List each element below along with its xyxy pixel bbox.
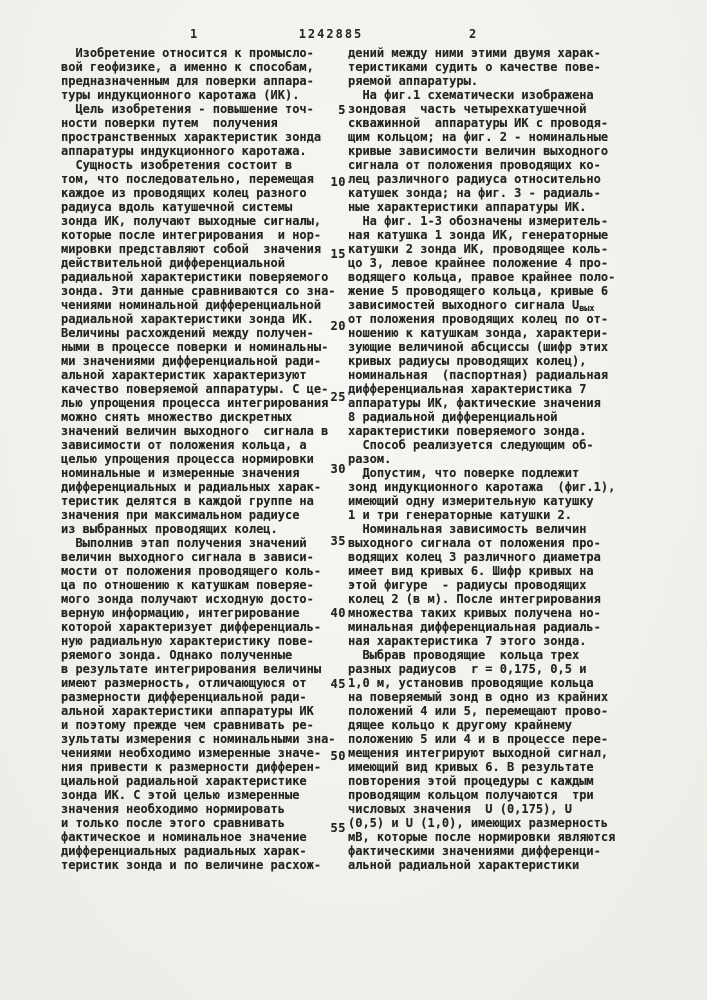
text-line: колец 2 (в м). После интегрирования xyxy=(348,592,601,606)
text-line: зонда ИК. С этой целью измеренные xyxy=(61,788,300,802)
text-line: альной характеристики аппаратуры ИК xyxy=(61,704,314,718)
text-line: фактическими значениями дифференци- xyxy=(348,844,601,858)
gutter-line-number: 45 xyxy=(330,677,346,692)
text-line: зондовая часть четырехкатушечной xyxy=(348,102,587,116)
text-line: На фиг. 1-3 обозначены измеритель- xyxy=(348,214,609,228)
text-line: имеющий одну измерительную катушку xyxy=(348,494,594,508)
text-line: числовых значения U (0,175), U xyxy=(348,802,572,816)
text-line: этой фигуре - радиусы проводящих xyxy=(348,578,587,592)
text-line: чениями необходимо измеренные значе- xyxy=(61,746,322,760)
text-line: Номинальная зависимость величин xyxy=(348,522,587,536)
text-line: ные характеристики аппаратуры ИК. xyxy=(348,200,587,214)
text-line: на поверяемый зонд в одно из крайних xyxy=(348,690,609,704)
text-line: зонд индукционного каротажа (фиг.1), xyxy=(348,480,616,494)
text-line: аппаратуры индукционного каротажа. xyxy=(61,144,307,158)
text-line: том, что последовательно, перемещая xyxy=(61,172,314,186)
text-line: значений величин выходного сигнала в xyxy=(61,424,329,438)
text-line: от положения проводящих колец по от- xyxy=(348,312,609,326)
text-line: катушки 2 зонда ИК, проводящее коль- xyxy=(348,242,609,256)
text-line: скважинной аппаратуры ИК с проводя- xyxy=(348,116,609,130)
text-line: альной радиальной характеристики xyxy=(348,858,580,872)
text-line: ми значениями дифференциальной ради- xyxy=(61,354,322,368)
text-segment: зависимостей выходного сигнала U xyxy=(348,298,580,312)
text-line: ния привести к размерности дифферен- xyxy=(61,760,322,774)
text-line: зующие величиной абсциссы (шифр этих xyxy=(348,340,609,354)
gutter-line-number: 50 xyxy=(330,749,346,764)
text-line: дифференциальных и радиальных харак- xyxy=(61,480,322,494)
text-line: зультаты измерения с номинальными зна- xyxy=(61,732,336,746)
text-line: Выбрав проводящие кольца трех xyxy=(348,648,580,662)
subscript-text: вых xyxy=(579,304,595,314)
text-line: которые после интегрирования и нор- xyxy=(61,228,322,242)
text-line: радиальной характеристики поверяемого xyxy=(61,270,329,284)
text-line: теристик делятся в каждой группе на xyxy=(61,494,314,508)
text-line: можно снять множество дискретных xyxy=(61,410,293,424)
text-line: теристиками судить о качестве пове- xyxy=(348,60,601,74)
text-line: минальная дифференциальная радиаль- xyxy=(348,620,601,634)
text-line: и поэтому прежде чем сравнивать ре- xyxy=(61,718,314,732)
right-text-column xyxy=(348,46,615,872)
text-line: величин выходного сигнала в зависи- xyxy=(61,550,314,564)
text-line: 1,0 м, установив проводящие кольца xyxy=(348,676,594,690)
gutter-line-number: 35 xyxy=(330,533,346,548)
text-line: мости от положения проводящего коль- xyxy=(61,564,322,578)
gutter-line-number: 5 xyxy=(338,103,346,118)
text-line: фактическое и номинальное значение xyxy=(61,830,307,844)
text-line: кривые зависимости величин выходного xyxy=(348,144,609,158)
text-line: ная катушка 1 зонда ИК, генераторные xyxy=(348,228,609,242)
text-line: цо 3, левое крайнее положение 4 про- xyxy=(348,256,609,270)
text-line: радиуса вдоль катушечной системы xyxy=(61,200,293,214)
gutter-line-number: 30 xyxy=(330,462,346,477)
text-line: мВ, которые после нормировки являются xyxy=(348,830,616,844)
text-line: значения необходимо нормировать xyxy=(61,802,285,816)
text-line: жение 5 проводящего кольца, кривые 6 xyxy=(348,284,609,298)
text-line: имеющий вид кривых 6. В результате xyxy=(348,760,594,774)
text-line: альной характеристик характеризуют xyxy=(61,368,307,382)
text-line: пространственных характеристик зонда xyxy=(61,130,322,144)
text-line: циальной радиальной характеристике xyxy=(61,774,307,788)
text-line: ности поверки путем получения xyxy=(61,116,278,130)
text-line: зонда ИК, получают выходные сигналы, xyxy=(61,214,322,228)
text-line: целью упрощения процесса нормировки xyxy=(61,452,314,466)
text-line: проводящим кольцом получаются три xyxy=(348,788,594,802)
text-line: качество поверяемой аппаратуры. С це- xyxy=(61,382,329,396)
text-line: зависимости от положения кольца, а xyxy=(61,438,307,452)
text-line: разных радиусов r = 0,175, 0,5 и xyxy=(348,662,587,676)
text-line: действительной дифференциальной xyxy=(61,256,285,270)
text-line: ряемого зонда. Однако полученные xyxy=(61,648,293,662)
text-line: в результате интегрирования величины xyxy=(61,662,322,676)
text-line: зонда. Эти данные сравниваются со зна- xyxy=(61,284,336,298)
gutter-line-number: 10 xyxy=(330,175,346,190)
text-line: номинальная (паспортная) радиальная xyxy=(348,368,609,382)
text-line: ряемой аппаратуры. xyxy=(348,74,479,88)
text-line: разом. xyxy=(348,452,392,466)
text-line: Величины расхождений между получен- xyxy=(61,326,314,340)
text-line: мировки представляют собой значения xyxy=(61,242,322,256)
text-line: из выбранных проводящих колец. xyxy=(61,522,278,536)
text-line: дифференциальная характеристика 7 xyxy=(348,382,587,396)
text-line: Изобретение относится к промысло- xyxy=(61,46,314,60)
text-line: предназначенным для поверки аппара- xyxy=(61,74,314,88)
text-line: Выполнив этап получения значений xyxy=(61,536,307,550)
text-line: водящего кольца, правое крайнее поло- xyxy=(348,270,616,284)
text-line: каждое из проводящих колец разного xyxy=(61,186,307,200)
text-line: теристик зонда и по величине расхож- xyxy=(61,858,322,872)
text-line: На фиг.1 схематически изображена xyxy=(348,88,594,102)
document-number: 1242885 xyxy=(298,27,364,41)
text-line: лец различного радиуса относительно xyxy=(348,172,601,186)
text-line: туры индукционного каротажа (ИК). xyxy=(61,88,300,102)
left-column-number: 1 xyxy=(190,27,199,41)
text-line: размерности дифференциальной ради- xyxy=(61,690,307,704)
text-line: имеет вид кривых 6. Шифр кривых на xyxy=(348,564,594,578)
text-line: водящих колец 3 различного диаметра xyxy=(348,550,601,564)
left-text-column xyxy=(61,46,336,872)
text-line: выходного сигнала от положения про- xyxy=(348,536,601,550)
text-line: сигнала от положения проводящих ко- xyxy=(348,158,601,172)
text-line: вой геофизике, а именно к способам, xyxy=(61,60,314,74)
text-line: которой характеризует дифференциаль- xyxy=(61,620,322,634)
gutter-line-number: 55 xyxy=(330,820,346,835)
text-line: радиальной характеристики зонда ИК. xyxy=(61,312,314,326)
text-line: номинальные и измеренные значения xyxy=(61,466,300,480)
text-line: чениями номинальной дифференциальной xyxy=(61,298,322,312)
text-line: положению 5 или 4 и в процессе пере- xyxy=(348,732,609,746)
text-line: Допустим, что поверке подлежит xyxy=(348,466,580,480)
text-line: значения при максимальном радиусе xyxy=(61,508,300,522)
text-line: ную радиальную характеристику пове- xyxy=(61,634,314,648)
text-line: 8 радиальной дифференциальной xyxy=(348,410,558,424)
text-line: Сущность изобретения состоит в xyxy=(61,158,293,172)
text-line: аппаратуры ИК, фактические значения xyxy=(348,396,601,410)
text-line: мого зонда получают исходную досто- xyxy=(61,592,314,606)
text-line: верную информацию, интегрирование xyxy=(61,606,300,620)
text-line: Способ реализуется следующим об- xyxy=(348,438,594,452)
text-line: (0,5) и U (1,0), имеющих размерность xyxy=(348,816,609,830)
text-line: положений 4 или 5, перемещают прово- xyxy=(348,704,609,718)
text-line xyxy=(348,298,615,312)
text-line: катушек зонда; на фиг. 3 - радиаль- xyxy=(348,186,601,200)
text-line: дений между ними этими двумя харак- xyxy=(348,46,601,60)
text-line: характеристики поверяемого зонда. xyxy=(348,424,587,438)
text-line: ношению к катушкам зонда, характери- xyxy=(348,326,609,340)
text-line: имеют размерность, отличающуюся от xyxy=(61,676,307,690)
gutter-line-number: 25 xyxy=(330,390,346,405)
gutter-line-number: 15 xyxy=(330,246,346,261)
text-line: Цель изобретения - повышение точ- xyxy=(61,102,314,116)
text-line: ными в процессе поверки и номинальны- xyxy=(61,340,329,354)
text-line: щим кольцом; на фиг. 2 - номинальные xyxy=(348,130,609,144)
text-line: лью упрощения процесса интегрирования xyxy=(61,396,329,410)
right-column-number: 2 xyxy=(469,27,478,41)
text-line: мещения интегрируют выходной сигнал, xyxy=(348,746,609,760)
text-line: повторения этой процедуры с каждым xyxy=(348,774,594,788)
gutter-line-number: 40 xyxy=(330,605,346,620)
gutter-line-number: 20 xyxy=(330,318,346,333)
text-line: кривых радиусы проводящих колец), xyxy=(348,354,587,368)
text-line: множества таких кривых получена но- xyxy=(348,606,601,620)
text-line: и только после этого сравнивать xyxy=(61,816,285,830)
text-line: ная характеристика 7 этого зонда. xyxy=(348,634,587,648)
text-line: дифференциальных радиальных харак- xyxy=(61,844,307,858)
text-line: дящее кольцо к другому крайнему xyxy=(348,718,572,732)
text-line: ца по отношению к катушкам поверяе- xyxy=(61,578,314,592)
page-body xyxy=(0,46,707,976)
text-line: 1 и три генераторные катушки 2. xyxy=(348,508,572,522)
